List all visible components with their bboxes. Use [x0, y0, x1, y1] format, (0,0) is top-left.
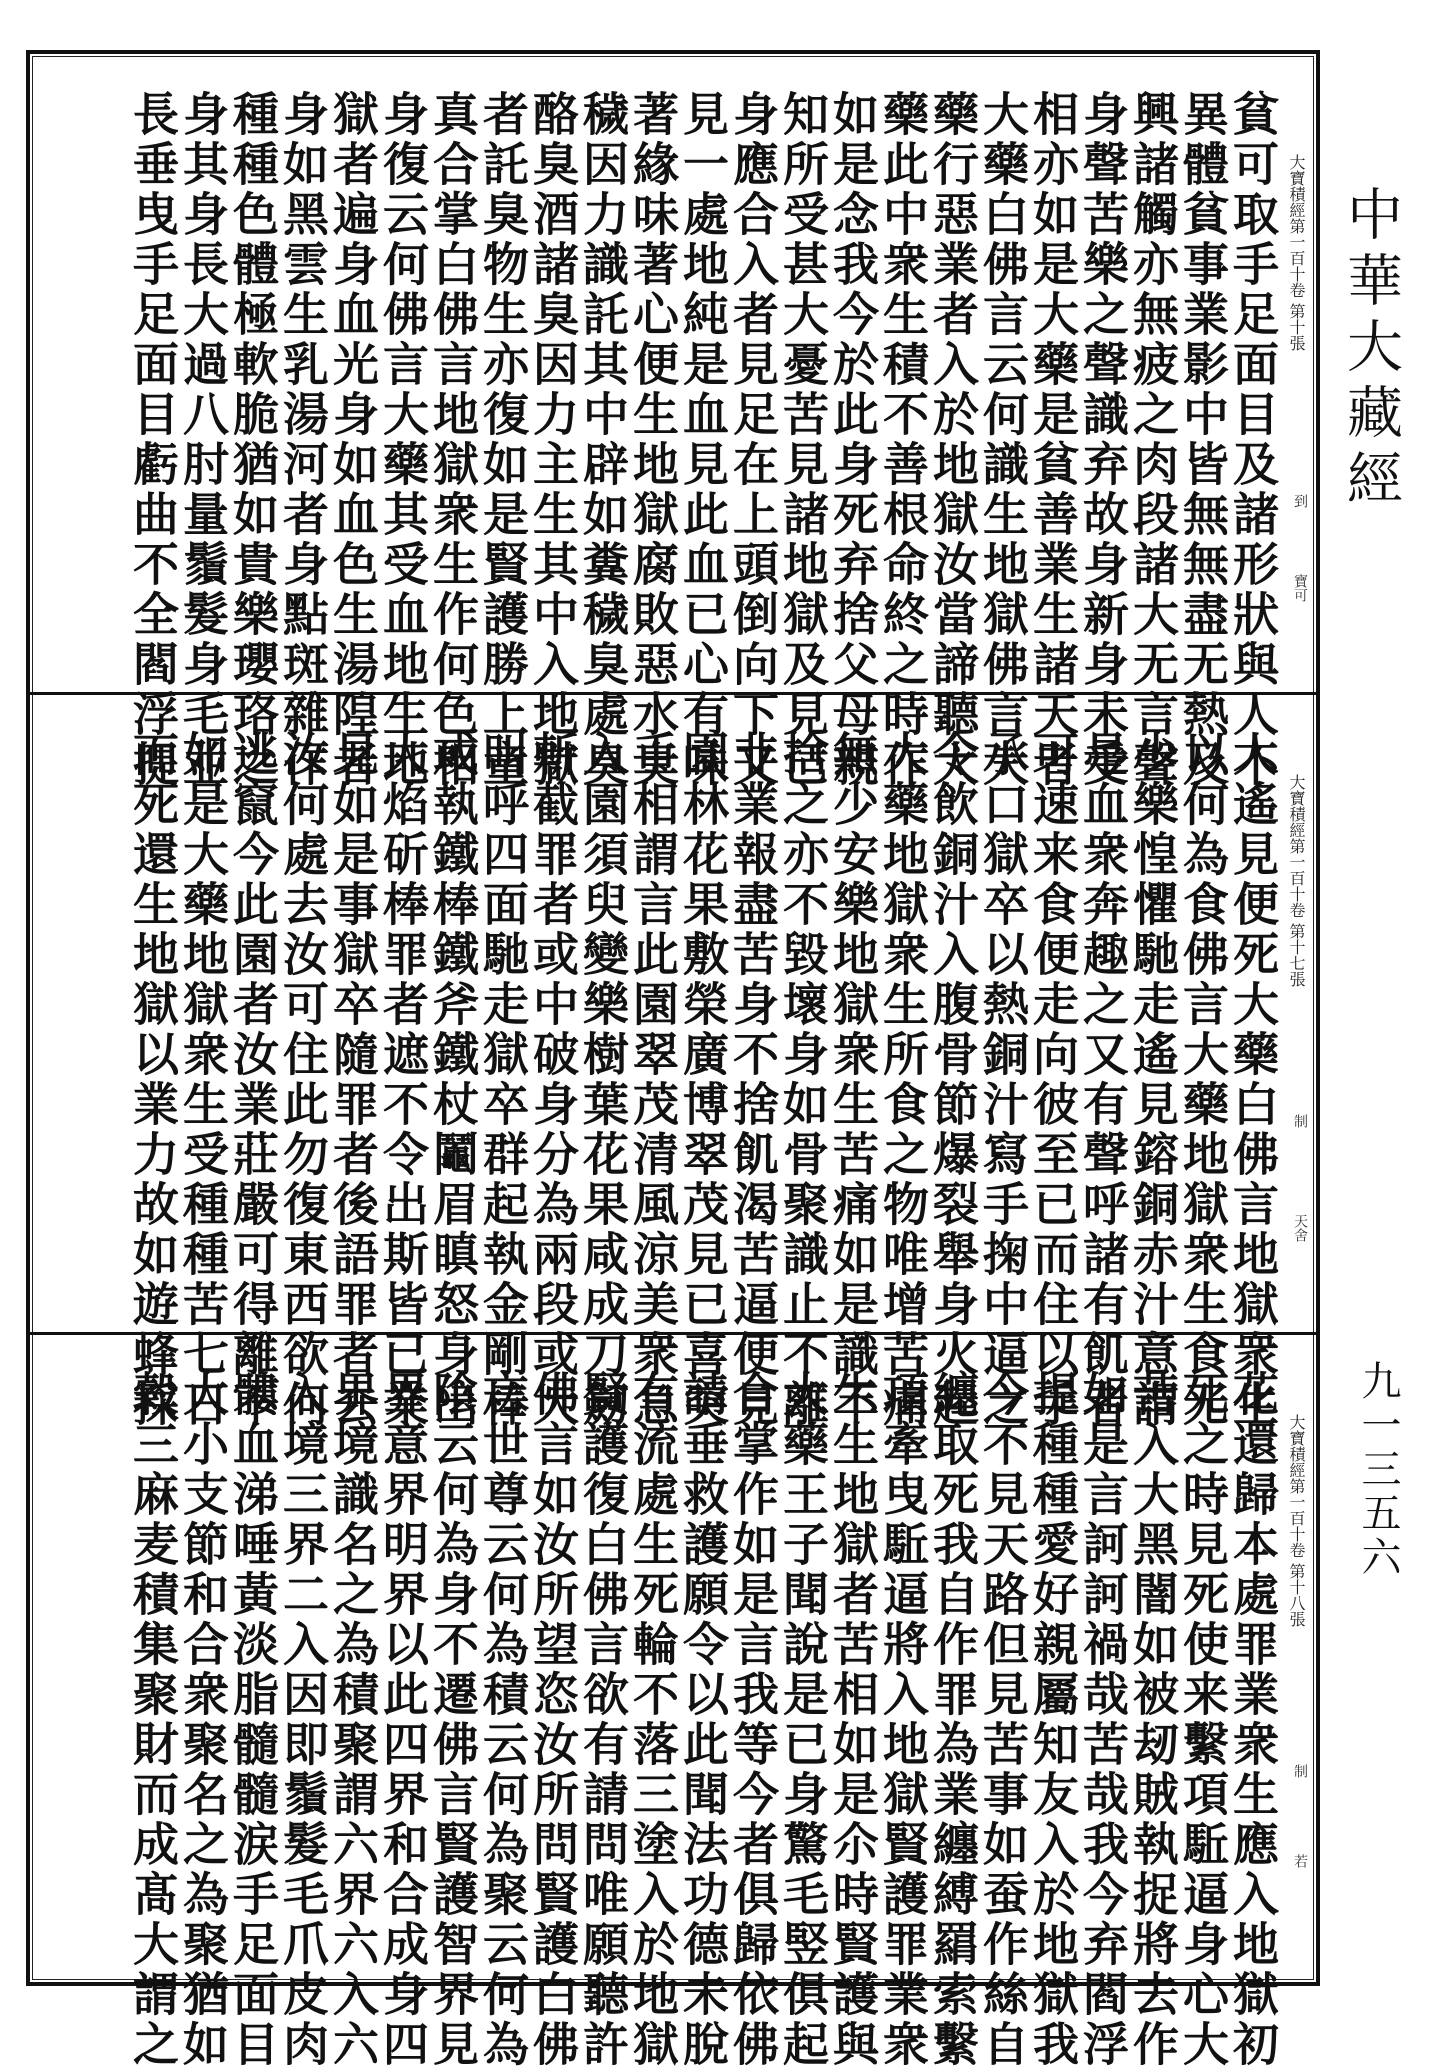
- text-column: 陰云何為身不遷佛言賢護智界見: [426, 1370, 480, 2070]
- text-column: 大小支節和合衆聚名之為聚猶如: [176, 1370, 230, 2070]
- text-column: 大焰斫棒罪者遮不令出斯皆已業: [376, 730, 430, 1430]
- text-column: 穀三麻麦積集聚財而成髙大謂之: [126, 1370, 180, 2070]
- text-column: 見如是事獄卒隨罪者後語罪者去: [326, 730, 380, 1430]
- panel-3-mark: 制: [1292, 1764, 1308, 1778]
- text-column: 入境三界二入因即鬚髮毛爪皮肉: [276, 1370, 330, 2070]
- book-title: 中華大藏經: [1338, 185, 1403, 515]
- text-panel-1: [30, 54, 1316, 790]
- text-column: 無少安樂地獄衆生苦痛如是識不: [826, 730, 880, 1430]
- panel-1-header: 大寶積經第一百十卷 第十張: [1287, 154, 1306, 352]
- text-column: 或執鐵棒鐵斧鐵杖鬮眉瞋怒身出: [426, 730, 480, 1430]
- text-column: 大藥地獄衆生所食之物唯增苦痛: [876, 730, 930, 1430]
- text-column: 苦入大黑闇如被刼賊執捉將去作: [1126, 1370, 1180, 2070]
- panel-2-header: 大寶積經第一百十卷 第十七張: [1287, 774, 1306, 988]
- text-column: 興諸觸亦無疲之肉段諸大无言聲: [1126, 90, 1180, 790]
- text-column: 園林花果敷榮廣博翠茂見已喜突: [676, 730, 730, 1430]
- text-column: 逃竄今此園者汝業莊嚴可得離不: [226, 730, 280, 1430]
- text-column: 獄者遍身血光身如血色生湯隍者: [326, 90, 380, 790]
- text-column: 大藥白佛言云何識生地獄佛言大: [976, 90, 1030, 790]
- text-column: 佛言如汝所望恣汝所問賢護白佛: [526, 1370, 580, 2070]
- text-column: 見一處地純是血見此血已心有味: [676, 90, 730, 790]
- text-column: 種種色體極軟脆猶如貴樂瓔珞之: [226, 90, 280, 790]
- text-column: 酪臭酒諸臭因力主生其中入地獄: [526, 90, 580, 790]
- panel-1-mark: 到: [1292, 494, 1308, 508]
- panel-1-side-note: 寶可: [1292, 574, 1308, 602]
- text-panel-2: [30, 694, 1316, 1430]
- text-column: 生生地獄者苦相如是尒時賢護與: [826, 1370, 880, 2070]
- text-column: 著緣味著心便生地獄腐敗惡水臭: [626, 90, 680, 790]
- panel-3-side-note: 若: [1292, 1854, 1308, 1868]
- text-column: 項牽曳駈逼將入地獄賢護罪業衆: [876, 1370, 930, 2070]
- panel-2-side-note: 天舍: [1292, 1214, 1308, 1242]
- text-column: 大藥王子聞說是已身驚毛竪俱起: [776, 1370, 830, 2070]
- page-number: 九一三五六: [1355, 1360, 1401, 1580]
- text-column: 身復云何佛言大藥其受血地生地: [376, 90, 430, 790]
- text-column: 斬截罪者或中破身分為兩段或大: [526, 730, 580, 1430]
- text-column: 以何為食佛言大藥地獄衆生食无: [1176, 730, 1230, 1430]
- text-column: 長垂曳手足面目虧曲不全閻浮提: [126, 90, 180, 790]
- text-column: 者託臭物生亦復如是賢護勝上童: [476, 90, 530, 790]
- text-column: 有流處生死輪不落三塗入於地獄: [626, 1370, 680, 2070]
- text-column: 如是言訶訶禍哉苦哉我今弃閻浮: [1076, 1370, 1130, 2070]
- text-column: 貧可取手足面目及諸形狀與人不: [1226, 90, 1280, 790]
- text-column: 身如黑雲生乳湯河者身點斑雜作: [276, 90, 330, 790]
- text-column: 界境識名之為積聚謂六界六入六: [326, 1370, 380, 2070]
- text-column: 藥行惡業者入於地獄汝當諦聽大: [926, 90, 980, 790]
- text-column: 如是大藥地獄衆生受種種苦七日: [176, 730, 230, 1430]
- text-column: 入園須臾變樂樹葉花果咸成刀劒: [576, 730, 630, 1430]
- text-column: 合掌作如是言我等今者俱歸依佛: [726, 1370, 780, 2070]
- sutra-page-frame: [26, 50, 1320, 2070]
- text-column: 髏血涕唾黃淡脂髓髓涙手足面目: [226, 1370, 280, 2070]
- text-column: 賢護復白佛言欲有請問唯願聽許: [576, 1370, 630, 2070]
- panel-1-columns: [126, 90, 1280, 790]
- text-column: 異體貧事業影中皆無無盡无熱及: [1176, 90, 1230, 790]
- text-column: 身聲苦樂之聲識弃故身新身未受: [1076, 90, 1130, 790]
- text-column: 相亦如是大藥是貧善業生諸天者: [1026, 90, 1080, 790]
- text-column: 纏取死我自作罪為業纏縛羂索繫: [926, 1370, 980, 2070]
- text-column: 界意界明界以此四界和合成身四: [376, 1370, 430, 2070]
- text-column: 手相謂言此園翠茂清風涼美衆急: [626, 730, 680, 1430]
- text-column: 提種種愛好親屬知友入於地獄我: [1026, 1370, 1080, 2070]
- text-column: 真合掌白佛言地獄衆生作何色相: [426, 90, 480, 790]
- text-column: 而死還生地獄以業力故如遊蜂採: [126, 730, 180, 1430]
- text-column: 人遙見便死大藥白佛言地獄衆生: [1226, 730, 1280, 1430]
- text-column: 汝何處去汝可住此勿復東西欲何: [276, 730, 330, 1430]
- text-column: 穢因力識託其中辟如糞穢臭處臭: [576, 90, 630, 790]
- text-column: 花還歸本處罪業衆生應入地獄初: [1226, 1370, 1280, 2070]
- text-column: 承口獄卒以熱銅汁寫手掬中逼之: [976, 730, 1030, 1430]
- text-column: 令飲銅汁入腹骨節爆裂舉身火起: [926, 730, 980, 1430]
- text-column: 非業報盡苦身不捨飢渴苦逼便見: [726, 730, 780, 1430]
- text-column: 捨之亦不毀壞身如骨聚識止不離: [776, 730, 830, 1430]
- panel-2-columns: [126, 730, 1280, 1430]
- text-panel-3: [30, 1334, 1316, 2070]
- text-column: 可速来食便走向彼至已而住以手: [1026, 730, 1080, 1430]
- text-column: 請垂救護願令以此聞法功德未脫: [676, 1370, 730, 2070]
- text-column: 身應合入者見足在上頭倒向下又: [726, 90, 780, 790]
- text-column: 是血衆奔趣之又有聲呼諸有飢者: [1076, 730, 1130, 1430]
- text-column: 叫呼四面馳走獄卒群起執金剛棒: [476, 730, 530, 1430]
- text-column: 如是念我今於此身死弃捨父母親: [826, 90, 880, 790]
- text-column: 言世尊云何為積云何為聚云何為: [476, 1370, 530, 2070]
- panel-2-mark: 制: [1292, 1114, 1308, 1128]
- text-column: 知所受甚大憂苦見諸地獄及見已: [776, 90, 830, 790]
- text-column: 今不見天路但見苦事如蚕作絲自: [976, 1370, 1030, 2070]
- panel-3-columns: [126, 1370, 1280, 2070]
- text-column: 藥此中衆生積不善根命終之時作: [876, 90, 930, 790]
- text-column: 身其身長大過八肘量鬚髮身毛並: [176, 90, 230, 790]
- text-column: 少樂惶懼馳走遙見鎔銅赤汁意謂: [1126, 730, 1180, 1430]
- panel-3-header: 大寶積經第一百十卷 第十八張: [1287, 1414, 1306, 1628]
- text-column: 死之時見死使来繫項駈逼身心大: [1176, 1370, 1230, 2070]
